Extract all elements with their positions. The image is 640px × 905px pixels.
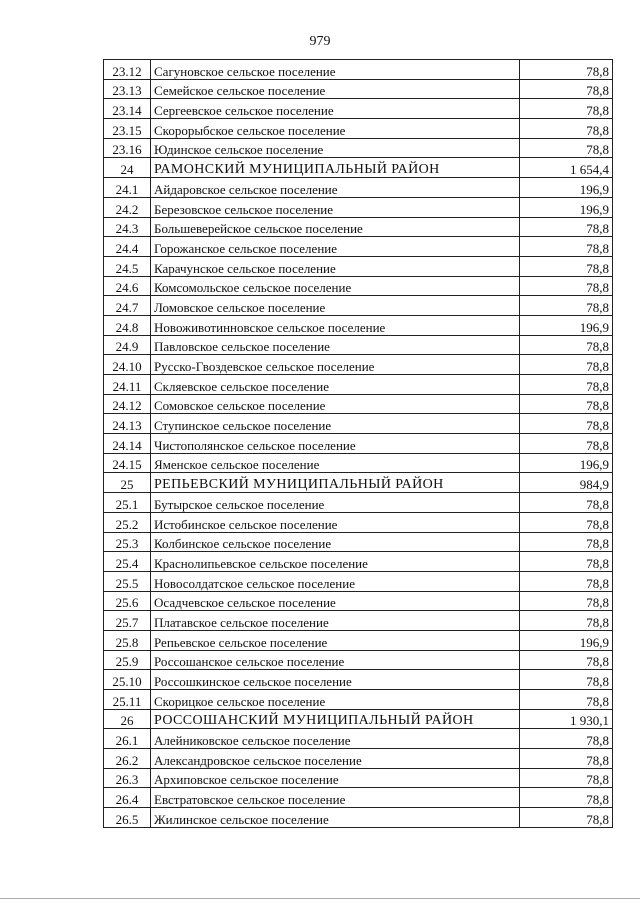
row-name-cell: Новоживотинновское сельское поселение bbox=[151, 315, 520, 335]
table-row bbox=[104, 552, 613, 572]
table-row bbox=[104, 178, 613, 198]
row-name-cell: Краснолипьевское сельское поселение bbox=[151, 552, 520, 572]
row-name-cell: Скорорыбское сельское поселение bbox=[151, 119, 520, 139]
row-number-cell: 24.9 bbox=[104, 335, 151, 355]
row-name-cell: Сомовское сельское поселение bbox=[151, 394, 520, 414]
district-row bbox=[104, 709, 613, 729]
row-value-cell: 78,8 bbox=[520, 552, 613, 572]
row-number-cell: 24.8 bbox=[104, 315, 151, 335]
row-number-cell: 24 bbox=[104, 158, 151, 178]
row-value-cell: 196,9 bbox=[520, 197, 613, 217]
table-row bbox=[104, 355, 613, 375]
table-row bbox=[104, 296, 613, 316]
row-number-cell: 24.13 bbox=[104, 414, 151, 434]
table-row bbox=[104, 434, 613, 454]
table-row bbox=[104, 414, 613, 434]
row-number-cell: 25.6 bbox=[104, 591, 151, 611]
row-name-cell: Евстратовское сельское поселение bbox=[151, 788, 520, 808]
row-value-cell: 78,8 bbox=[520, 375, 613, 395]
row-value-cell: 78,8 bbox=[520, 768, 613, 788]
row-number-cell: 25.3 bbox=[104, 532, 151, 552]
row-value-cell: 78,8 bbox=[520, 237, 613, 257]
table-row bbox=[104, 650, 613, 670]
row-value-cell: 78,8 bbox=[520, 414, 613, 434]
row-number-cell: 23.14 bbox=[104, 99, 151, 119]
row-value-cell: 78,8 bbox=[520, 99, 613, 119]
row-number-cell: 25.7 bbox=[104, 611, 151, 631]
row-value-cell: 78,8 bbox=[520, 394, 613, 414]
row-name-cell: Скорицкое сельское поселение bbox=[151, 690, 520, 710]
row-name-cell: Ломовское сельское поселение bbox=[151, 296, 520, 316]
row-name-cell: Юдинское сельское поселение bbox=[151, 138, 520, 158]
row-number-cell: 24.5 bbox=[104, 256, 151, 276]
row-value-cell: 78,8 bbox=[520, 60, 613, 80]
table-row bbox=[104, 729, 613, 749]
row-name-cell: Александровское сельское поселение bbox=[151, 749, 520, 769]
table-row bbox=[104, 532, 613, 552]
row-name-cell: Жилинское сельское поселение bbox=[151, 808, 520, 828]
table-row bbox=[104, 808, 613, 828]
table-row bbox=[104, 768, 613, 788]
row-value-cell: 78,8 bbox=[520, 276, 613, 296]
table-row bbox=[104, 394, 613, 414]
row-name-cell: Скляевское сельское поселение bbox=[151, 375, 520, 395]
row-name-cell: Истобинское сельское поселение bbox=[151, 512, 520, 532]
row-number-cell: 25.2 bbox=[104, 512, 151, 532]
table-row bbox=[104, 99, 613, 119]
page-bottom-rule bbox=[0, 898, 640, 899]
row-number-cell: 26.5 bbox=[104, 808, 151, 828]
row-name-cell: РАМОНСКИЙ МУНИЦИПАЛЬНЫЙ РАЙОН bbox=[151, 158, 520, 178]
row-number-cell: 25.11 bbox=[104, 690, 151, 710]
row-number-cell: 23.16 bbox=[104, 138, 151, 158]
table-row bbox=[104, 119, 613, 139]
table-row bbox=[104, 256, 613, 276]
row-name-cell: РОССОШАНСКИЙ МУНИЦИПАЛЬНЫЙ РАЙОН bbox=[151, 709, 520, 729]
table-row bbox=[104, 60, 613, 80]
row-name-cell: Колбинское сельское поселение bbox=[151, 532, 520, 552]
row-value-cell: 78,8 bbox=[520, 79, 613, 99]
row-number-cell: 24.10 bbox=[104, 355, 151, 375]
row-name-cell: Айдаровское сельское поселение bbox=[151, 178, 520, 198]
row-value-cell: 78,8 bbox=[520, 217, 613, 237]
table-row bbox=[104, 571, 613, 591]
row-number-cell: 25 bbox=[104, 473, 151, 493]
row-value-cell: 78,8 bbox=[520, 512, 613, 532]
row-number-cell: 24.4 bbox=[104, 237, 151, 257]
row-value-cell: 78,8 bbox=[520, 611, 613, 631]
row-value-cell: 78,8 bbox=[520, 571, 613, 591]
page-number: 979 bbox=[309, 34, 331, 49]
district-row bbox=[104, 473, 613, 493]
row-number-cell: 25.9 bbox=[104, 650, 151, 670]
row-name-cell: Новосолдатское сельское поселение bbox=[151, 571, 520, 591]
row-number-cell: 23.12 bbox=[104, 60, 151, 80]
table-row bbox=[104, 788, 613, 808]
row-value-cell: 78,8 bbox=[520, 335, 613, 355]
row-name-cell: Осадчевское сельское поселение bbox=[151, 591, 520, 611]
row-name-cell: Россошанское сельское поселение bbox=[151, 650, 520, 670]
row-number-cell: 24.12 bbox=[104, 394, 151, 414]
row-value-cell: 78,8 bbox=[520, 690, 613, 710]
row-number-cell: 25.5 bbox=[104, 571, 151, 591]
row-name-cell: Ступинское сельское поселение bbox=[151, 414, 520, 434]
row-number-cell: 23.15 bbox=[104, 119, 151, 139]
row-number-cell: 24.3 bbox=[104, 217, 151, 237]
district-row bbox=[104, 158, 613, 178]
row-name-cell: Алейниковское сельское поселение bbox=[151, 729, 520, 749]
row-value-cell: 78,8 bbox=[520, 138, 613, 158]
table-row bbox=[104, 276, 613, 296]
row-number-cell: 24.6 bbox=[104, 276, 151, 296]
table-row bbox=[104, 453, 613, 473]
row-name-cell: Комсомольское сельское поселение bbox=[151, 276, 520, 296]
row-value-cell: 78,8 bbox=[520, 749, 613, 769]
row-number-cell: 25.10 bbox=[104, 670, 151, 690]
row-value-cell: 78,8 bbox=[520, 788, 613, 808]
allocation-table bbox=[103, 59, 613, 828]
row-value-cell: 78,8 bbox=[520, 434, 613, 454]
row-value-cell: 984,9 bbox=[520, 473, 613, 493]
row-number-cell: 26.4 bbox=[104, 788, 151, 808]
row-name-cell: Сергеевское сельское поселение bbox=[151, 99, 520, 119]
table-row bbox=[104, 611, 613, 631]
row-name-cell: Горожанское сельское поселение bbox=[151, 237, 520, 257]
table-row bbox=[104, 335, 613, 355]
row-name-cell: Павловское сельское поселение bbox=[151, 335, 520, 355]
row-number-cell: 25.4 bbox=[104, 552, 151, 572]
row-value-cell: 196,9 bbox=[520, 630, 613, 650]
row-number-cell: 26.1 bbox=[104, 729, 151, 749]
table-row bbox=[104, 591, 613, 611]
row-number-cell: 26.3 bbox=[104, 768, 151, 788]
row-value-cell: 78,8 bbox=[520, 355, 613, 375]
table-row bbox=[104, 217, 613, 237]
row-value-cell: 196,9 bbox=[520, 315, 613, 335]
row-name-cell: Березовское сельское поселение bbox=[151, 197, 520, 217]
row-number-cell: 26.2 bbox=[104, 749, 151, 769]
row-value-cell: 78,8 bbox=[520, 729, 613, 749]
row-value-cell: 196,9 bbox=[520, 178, 613, 198]
table-row bbox=[104, 237, 613, 257]
row-number-cell: 24.2 bbox=[104, 197, 151, 217]
row-number-cell: 25.1 bbox=[104, 493, 151, 513]
table-row bbox=[104, 138, 613, 158]
row-number-cell: 25.8 bbox=[104, 630, 151, 650]
row-name-cell: Русско-Гвоздевское сельское поселение bbox=[151, 355, 520, 375]
table-row bbox=[104, 197, 613, 217]
table-row bbox=[104, 493, 613, 513]
row-value-cell: 196,9 bbox=[520, 453, 613, 473]
row-number-cell: 24.1 bbox=[104, 178, 151, 198]
row-value-cell: 1 654,4 bbox=[520, 158, 613, 178]
row-name-cell: Репьевское сельское поселение bbox=[151, 630, 520, 650]
row-value-cell: 1 930,1 bbox=[520, 709, 613, 729]
row-name-cell: Платавское сельское поселение bbox=[151, 611, 520, 631]
row-value-cell: 78,8 bbox=[520, 296, 613, 316]
row-value-cell: 78,8 bbox=[520, 808, 613, 828]
row-number-cell: 26 bbox=[104, 709, 151, 729]
row-number-cell: 24.7 bbox=[104, 296, 151, 316]
row-value-cell: 78,8 bbox=[520, 119, 613, 139]
row-name-cell: Карачунское сельское поселение bbox=[151, 256, 520, 276]
row-value-cell: 78,8 bbox=[520, 591, 613, 611]
row-value-cell: 78,8 bbox=[520, 650, 613, 670]
table-body bbox=[104, 60, 613, 828]
table-row bbox=[104, 749, 613, 769]
row-name-cell: Сагуновское сельское поселение bbox=[151, 60, 520, 80]
row-number-cell: 24.14 bbox=[104, 434, 151, 454]
row-name-cell: Большеверейское сельское поселение bbox=[151, 217, 520, 237]
table-row bbox=[104, 630, 613, 650]
row-value-cell: 78,8 bbox=[520, 256, 613, 276]
row-value-cell: 78,8 bbox=[520, 532, 613, 552]
row-name-cell: Семейское сельское поселение bbox=[151, 79, 520, 99]
row-number-cell: 23.13 bbox=[104, 79, 151, 99]
row-name-cell: Россошкинское сельское поселение bbox=[151, 670, 520, 690]
row-number-cell: 24.15 bbox=[104, 453, 151, 473]
table-row bbox=[104, 690, 613, 710]
row-value-cell: 78,8 bbox=[520, 493, 613, 513]
table-row bbox=[104, 375, 613, 395]
row-name-cell: Бутырское сельское поселение bbox=[151, 493, 520, 513]
row-name-cell: Яменское сельское поселение bbox=[151, 453, 520, 473]
row-number-cell: 24.11 bbox=[104, 375, 151, 395]
table-row bbox=[104, 315, 613, 335]
row-value-cell: 78,8 bbox=[520, 670, 613, 690]
table-row bbox=[104, 670, 613, 690]
row-name-cell: Чистополянское сельское поселение bbox=[151, 434, 520, 454]
row-name-cell: РЕПЬЕВСКИЙ МУНИЦИПАЛЬНЫЙ РАЙОН bbox=[151, 473, 520, 493]
table-row bbox=[104, 512, 613, 532]
row-name-cell: Архиповское сельское поселение bbox=[151, 768, 520, 788]
table-row bbox=[104, 79, 613, 99]
